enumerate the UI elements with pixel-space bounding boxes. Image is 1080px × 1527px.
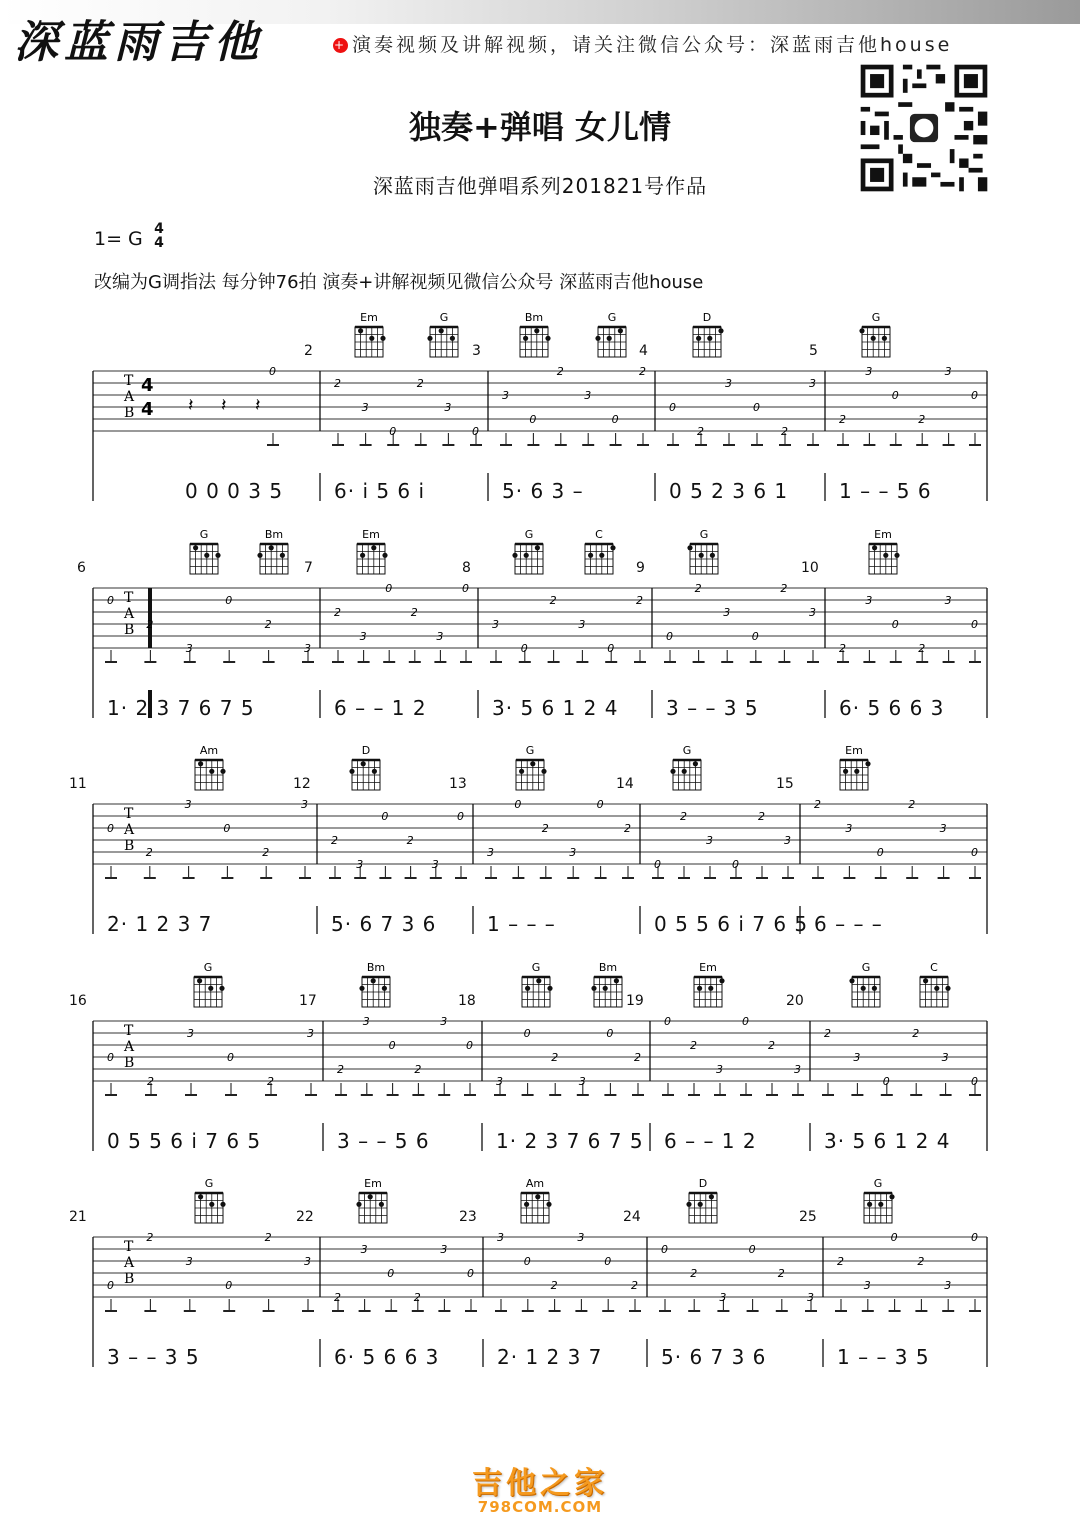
fret-number: 3: [184, 798, 192, 811]
fret-number: 2: [413, 1291, 421, 1304]
fret-number: 0: [971, 1075, 978, 1088]
chord-name: G: [525, 744, 535, 757]
fret-number: 2: [556, 365, 564, 378]
tab-clef-letter: B: [124, 405, 135, 421]
chord-diagram: [595, 311, 626, 357]
fret-number: 3: [436, 630, 444, 643]
chord-diagram: [195, 744, 226, 790]
fret-number: 2: [550, 1279, 558, 1292]
fret-number: 3: [845, 822, 853, 835]
fret-number: 0: [890, 1231, 898, 1244]
fret-number: 2: [636, 594, 643, 607]
measure-number: 6: [77, 560, 86, 576]
fret-number: 3: [865, 365, 873, 378]
fret-number: 2: [337, 1063, 344, 1076]
chord-name: D: [702, 311, 712, 324]
chord-diagram: [355, 311, 386, 357]
fret-number: 2: [837, 1255, 844, 1268]
chord-diagram: [520, 311, 551, 357]
chord-name: Em: [362, 528, 380, 541]
fret-number: 3: [360, 1243, 368, 1256]
fret-number: 0: [107, 1051, 114, 1064]
fret-number: 0: [664, 1015, 671, 1028]
fret-number: 0: [381, 810, 389, 823]
fret-number: 0: [225, 594, 233, 607]
tab-clef-letter: B: [124, 838, 135, 854]
fret-number: 3: [939, 822, 947, 835]
chord-diagram: [357, 528, 388, 574]
chord-name: G: [871, 311, 881, 324]
fret-number: 2: [781, 425, 788, 438]
rest-symbol: 𝄽: [221, 395, 227, 416]
measure-number: 15: [776, 776, 794, 792]
jianpu-measure: 3· 5 6 1 2 4: [492, 696, 619, 720]
fret-number: 3: [497, 1231, 504, 1244]
fret-number: 2: [334, 377, 341, 390]
time-signature-top: 4: [154, 221, 164, 237]
fret-number: 2: [410, 606, 418, 619]
jianpu-measure: 1 – – –: [487, 912, 556, 936]
chord-diagram: [670, 744, 701, 790]
time-signature-bottom: 4: [154, 235, 164, 251]
measure-number: 24: [623, 1209, 641, 1225]
chord-name: G: [682, 744, 692, 757]
jianpu-measure: 1· 2 3 7 6 7 5: [496, 1129, 644, 1153]
chord-diagram: [427, 311, 458, 357]
fret-number: 3: [487, 846, 494, 859]
chord-diagram: [359, 961, 390, 1007]
fret-number: 3: [304, 642, 311, 655]
fret-number: 0: [462, 582, 469, 595]
fret-number: 2: [690, 1267, 698, 1280]
fret-number: 2: [908, 798, 916, 811]
measure-number: 9: [636, 560, 645, 576]
jianpu-measure: 2· 1 2 3 7: [107, 912, 213, 936]
chord-name: Em: [360, 311, 378, 324]
fret-number: 3: [185, 642, 193, 655]
fret-number: 2: [264, 618, 272, 631]
fret-number: 3: [444, 401, 452, 414]
measure-number: 12: [293, 776, 311, 792]
jianpu-measure: 0 5 5 6 i 7 6 5: [654, 912, 809, 936]
chord-diagram: [194, 961, 225, 1007]
fret-number: 3: [301, 798, 308, 811]
fret-number: 3: [853, 1051, 861, 1064]
measure-number: 14: [616, 776, 634, 792]
fret-number: 2: [416, 377, 424, 390]
fret-number: 3: [440, 1243, 448, 1256]
chord-name: G: [873, 1177, 883, 1190]
chord-diagram: [840, 744, 871, 790]
fret-number: 3: [492, 618, 499, 631]
tab-clef-letter: B: [124, 1055, 135, 1071]
chord-name: Bm: [264, 528, 284, 541]
fret-number: 0: [596, 798, 604, 811]
chord-diagram: [356, 1177, 387, 1223]
chord-diagram: [859, 311, 890, 357]
fret-number: 3: [569, 846, 577, 859]
jianpu-measure: 0 5 5 6 i 7 6 5: [107, 1129, 262, 1153]
chord-diagram: [585, 528, 616, 574]
measure-number: 17: [299, 993, 317, 1009]
fret-number: 3: [502, 389, 509, 402]
jianpu-measure: 1 – – 5 6: [839, 479, 932, 503]
tab-clef-letter: T: [124, 590, 134, 606]
chord-name: G: [699, 528, 709, 541]
fret-number: 3: [578, 618, 586, 631]
jianpu-measure: 6· 5 6 6 3: [334, 1345, 440, 1369]
chord-diagram: [516, 744, 547, 790]
chord-diagram: [190, 528, 221, 574]
fret-number: 3: [944, 365, 952, 378]
jianpu-measure: 0 0 0 3 5: [185, 479, 284, 503]
chord-name: Em: [845, 744, 863, 757]
fret-number: 2: [918, 642, 926, 655]
fret-number: 0: [607, 642, 615, 655]
fret-number: 0: [606, 1027, 614, 1040]
measure-number: 18: [458, 993, 476, 1009]
chord-diagram: [693, 311, 724, 357]
fret-number: 2: [680, 810, 687, 823]
fret-number: 0: [385, 582, 393, 595]
arrangement-notes: 改编为G调指法 每分钟76拍 演奏+讲解视频见微信公众号 深蓝雨吉他house: [94, 272, 704, 293]
fret-number: 3: [578, 1075, 586, 1088]
chord-name: G: [439, 311, 449, 324]
fret-number: 2: [147, 1075, 154, 1088]
fret-number: 0: [882, 1075, 890, 1088]
jianpu-measure: 3 – – 3 5: [666, 696, 759, 720]
fret-number: 3: [307, 1027, 314, 1040]
fret-number: 3: [187, 1027, 194, 1040]
fret-number: 0: [467, 1267, 474, 1280]
measure-number: 2: [304, 343, 313, 359]
jianpu-measure: 0 5 2 3 6 1: [669, 479, 789, 503]
fret-number: 2: [331, 834, 338, 847]
chord-diagram: [591, 961, 622, 1007]
chord-diagram: [694, 961, 725, 1007]
fret-number: 0: [223, 822, 231, 835]
fret-number: 2: [814, 798, 821, 811]
fret-number: 0: [388, 1039, 396, 1052]
fret-number: 0: [387, 1267, 395, 1280]
header-band: [0, 0, 1080, 66]
fret-number: 0: [732, 858, 739, 871]
site-watermark: [0, 1458, 1080, 1516]
chord-diagram: [687, 528, 718, 574]
jianpu-measure: 5· 6 7 3 6: [661, 1345, 767, 1369]
fret-number: 3: [359, 630, 367, 643]
rest-symbol: 𝄽: [188, 395, 194, 416]
fret-number: 3: [944, 1279, 952, 1292]
fret-number: 0: [669, 401, 676, 414]
fret-number: 2: [549, 594, 557, 607]
fret-number: 2: [912, 1027, 920, 1040]
chord-diagram: [512, 528, 543, 574]
measure-number: 19: [626, 993, 644, 1009]
fret-number: 0: [514, 798, 522, 811]
fret-number: 0: [269, 365, 276, 378]
measure-number: 25: [799, 1209, 817, 1225]
chord-name: G: [203, 961, 213, 974]
key-signature: 1= G: [94, 228, 143, 250]
fret-number: 2: [262, 846, 270, 859]
fret-number: 0: [523, 1027, 531, 1040]
tab-clef-letter: A: [124, 822, 135, 838]
chord-diagram: [686, 1177, 717, 1223]
fret-number: 0: [971, 846, 978, 859]
chord-name: G: [531, 961, 541, 974]
chord-diagram: [521, 1177, 552, 1223]
fret-number: 3: [941, 1051, 949, 1064]
fret-number: 0: [520, 642, 528, 655]
jianpu-measure: 2· 1 2 3 7: [497, 1345, 603, 1369]
fret-number: 0: [891, 389, 899, 402]
chord-name: Am: [199, 744, 219, 757]
tab-system: [0, 738, 1080, 948]
jianpu-measure: 6 – – –: [814, 912, 883, 936]
chord-name: C: [930, 961, 938, 974]
fret-number: 2: [146, 1231, 154, 1244]
fret-number: 2: [639, 365, 646, 378]
chord-name: D: [698, 1177, 708, 1190]
jianpu-measure: 1 – – 3 5: [837, 1345, 930, 1369]
fret-number: 2: [624, 822, 631, 835]
tab-time-signature: 4: [141, 375, 154, 396]
fret-number: 3: [361, 401, 369, 414]
fret-number: 3: [863, 1279, 871, 1292]
fret-number: 3: [496, 1075, 503, 1088]
fret-number: 2: [267, 1075, 274, 1088]
measure-number: 13: [449, 776, 467, 792]
fret-number: 2: [839, 642, 846, 655]
time-signature: [152, 222, 166, 250]
plus-circle-icon: +: [333, 38, 348, 52]
fret-number: 3: [809, 377, 816, 390]
measure-number: 22: [296, 1209, 314, 1225]
fret-number: 2: [777, 1267, 785, 1280]
fret-number: 3: [723, 606, 731, 619]
fret-number: 0: [529, 413, 537, 426]
fret-number: 0: [457, 810, 464, 823]
chord-name: Am: [525, 1177, 545, 1190]
tab-clef-letter: A: [124, 389, 135, 405]
chord-name: Em: [699, 961, 717, 974]
fret-number: 2: [551, 1051, 559, 1064]
jianpu-measure: 6· 5 6 6 3: [839, 696, 945, 720]
fret-number: 0: [611, 413, 619, 426]
fret-number: 0: [876, 846, 884, 859]
tab-clef-letter: A: [124, 1039, 135, 1055]
fret-number: 0: [225, 1279, 233, 1292]
chord-diagram: [864, 1177, 895, 1223]
tab-clef-letter: A: [124, 606, 135, 622]
chord-diagram: [195, 1177, 226, 1223]
tab-system: [0, 522, 1080, 732]
jianpu-measure: 3 – – 3 5: [107, 1345, 200, 1369]
fret-number: 0: [891, 618, 899, 631]
tab-system: [0, 305, 1080, 515]
fret-number: 3: [185, 1255, 193, 1268]
fret-number: 2: [406, 834, 414, 847]
fret-number: 3: [725, 377, 732, 390]
tab-clef-letter: T: [124, 373, 134, 389]
chord-name: G: [607, 311, 617, 324]
fret-number: 3: [784, 834, 791, 847]
fret-number: 2: [758, 810, 765, 823]
measure-number: 3: [472, 343, 481, 359]
fret-number: 2: [264, 1231, 272, 1244]
fret-number: 2: [145, 846, 153, 859]
jianpu-measure: 6· i 5 6 i: [334, 479, 426, 503]
measure-number: 23: [459, 1209, 477, 1225]
fret-number: 0: [971, 618, 978, 631]
fret-number: 0: [654, 858, 661, 871]
fret-number: 2: [334, 1291, 341, 1304]
fret-number: 3: [944, 594, 952, 607]
measure-number: 16: [69, 993, 87, 1009]
tab-time-signature: 4: [141, 399, 154, 420]
tab-clef-letter: T: [124, 806, 134, 822]
fret-number: 0: [523, 1255, 531, 1268]
jianpu-measure: 3· 5 6 1 2 4: [824, 1129, 951, 1153]
fret-number: 3: [865, 594, 873, 607]
chord-diagram: [349, 744, 380, 790]
fret-number: 0: [751, 630, 759, 643]
fret-number: 3: [440, 1015, 448, 1028]
fret-number: 0: [389, 425, 397, 438]
measure-number: 20: [786, 993, 804, 1009]
watermark-sub: 798COM.COM: [477, 1498, 603, 1516]
chord-name: Bm: [366, 961, 386, 974]
fret-number: 3: [362, 1015, 370, 1028]
fret-number: 0: [227, 1051, 234, 1064]
fret-number: 0: [604, 1255, 612, 1268]
measure-number: 10: [801, 560, 819, 576]
chord-name: D: [361, 744, 371, 757]
brand-logo: 深蓝雨吉他: [14, 17, 264, 68]
measure-number: 4: [639, 343, 648, 359]
chord-name: G: [204, 1177, 214, 1190]
fret-number: 0: [742, 1015, 749, 1028]
tab-clef-letter: T: [124, 1023, 134, 1039]
measure-number: 11: [69, 776, 87, 792]
jianpu-measure: 3 – – 5 6: [337, 1129, 430, 1153]
tab-system: [0, 1171, 1080, 1381]
measure-number: 7: [304, 560, 313, 576]
tab-system: [0, 955, 1080, 1165]
tab-clef-letter: B: [124, 622, 135, 638]
fret-number: 2: [694, 582, 702, 595]
fret-number: 0: [466, 1039, 473, 1052]
fret-number: 0: [748, 1243, 756, 1256]
fret-number: 2: [634, 1051, 641, 1064]
fret-number: 2: [780, 582, 788, 595]
fret-number: 3: [304, 1255, 311, 1268]
fret-number: 3: [794, 1063, 801, 1076]
chord-name: Bm: [598, 961, 618, 974]
measure-number: 5: [809, 343, 818, 359]
fret-number: 0: [107, 822, 114, 835]
fret-number: 3: [809, 606, 816, 619]
rest-symbol: 𝄽: [255, 395, 261, 416]
chord-diagram: [869, 528, 900, 574]
fret-number: 2: [917, 1255, 925, 1268]
song-subtitle: 深蓝雨吉他弹唱系列201821号作品: [372, 174, 708, 198]
fret-number: 3: [356, 858, 364, 871]
fret-number: 3: [584, 389, 592, 402]
song-title: 独奏+弹唱 女儿情: [409, 108, 671, 146]
chord-name: G: [199, 528, 209, 541]
measure-number: 8: [462, 560, 471, 576]
fret-number: 3: [431, 858, 439, 871]
fret-number: 0: [107, 1279, 114, 1292]
measure-number: 21: [69, 1209, 87, 1225]
fret-number: 3: [807, 1291, 814, 1304]
fret-number: 2: [768, 1039, 775, 1052]
chord-name: Bm: [524, 311, 544, 324]
fret-number: 2: [146, 618, 154, 631]
fret-number: 0: [661, 1243, 668, 1256]
fret-number: 0: [971, 1231, 978, 1244]
fret-number: 2: [839, 413, 846, 426]
watermark-main: 吉他之家: [472, 1466, 608, 1501]
jianpu-measure: 6 – – 1 2: [334, 696, 427, 720]
promo-text-line: [333, 30, 952, 57]
chord-diagram: [920, 961, 951, 1007]
tab-clef-letter: T: [124, 1239, 134, 1255]
chord-diagram: [257, 528, 288, 574]
fret-number: 0: [753, 401, 760, 414]
chord-name: G: [861, 961, 871, 974]
chord-name: Em: [364, 1177, 382, 1190]
promo-text: 演奏视频及讲解视频，请关注微信公众号：深蓝雨吉他house: [352, 34, 953, 56]
fret-number: 3: [577, 1231, 585, 1244]
fret-number: 2: [631, 1279, 638, 1292]
fret-number: 2: [697, 425, 704, 438]
chord-diagram: [849, 961, 880, 1007]
fret-number: 0: [971, 389, 978, 402]
chord-diagram: [522, 961, 553, 1007]
jianpu-measure: 1· 2 3 7 6 7 5: [107, 696, 255, 720]
jianpu-measure: 6 – – 1 2: [664, 1129, 757, 1153]
fret-number: 0: [472, 425, 479, 438]
fret-number: 2: [824, 1027, 831, 1040]
fret-number: 3: [706, 834, 713, 847]
jianpu-measure: 5· 6 7 3 6: [331, 912, 437, 936]
chord-name: C: [595, 528, 603, 541]
chord-name: G: [524, 528, 534, 541]
fret-number: 2: [918, 413, 926, 426]
jianpu-measure: 5· 6 3 –: [502, 479, 584, 503]
tab-clef-letter: A: [124, 1255, 135, 1271]
fret-number: 3: [716, 1063, 723, 1076]
tab-clef-letter: B: [124, 1271, 135, 1287]
fret-number: 2: [690, 1039, 697, 1052]
fret-number: 3: [719, 1291, 727, 1304]
fret-number: 0: [107, 594, 114, 607]
fret-number: 2: [414, 1063, 422, 1076]
fret-number: 0: [666, 630, 673, 643]
fret-number: 2: [334, 606, 341, 619]
chord-name: Em: [874, 528, 892, 541]
fret-number: 2: [541, 822, 549, 835]
